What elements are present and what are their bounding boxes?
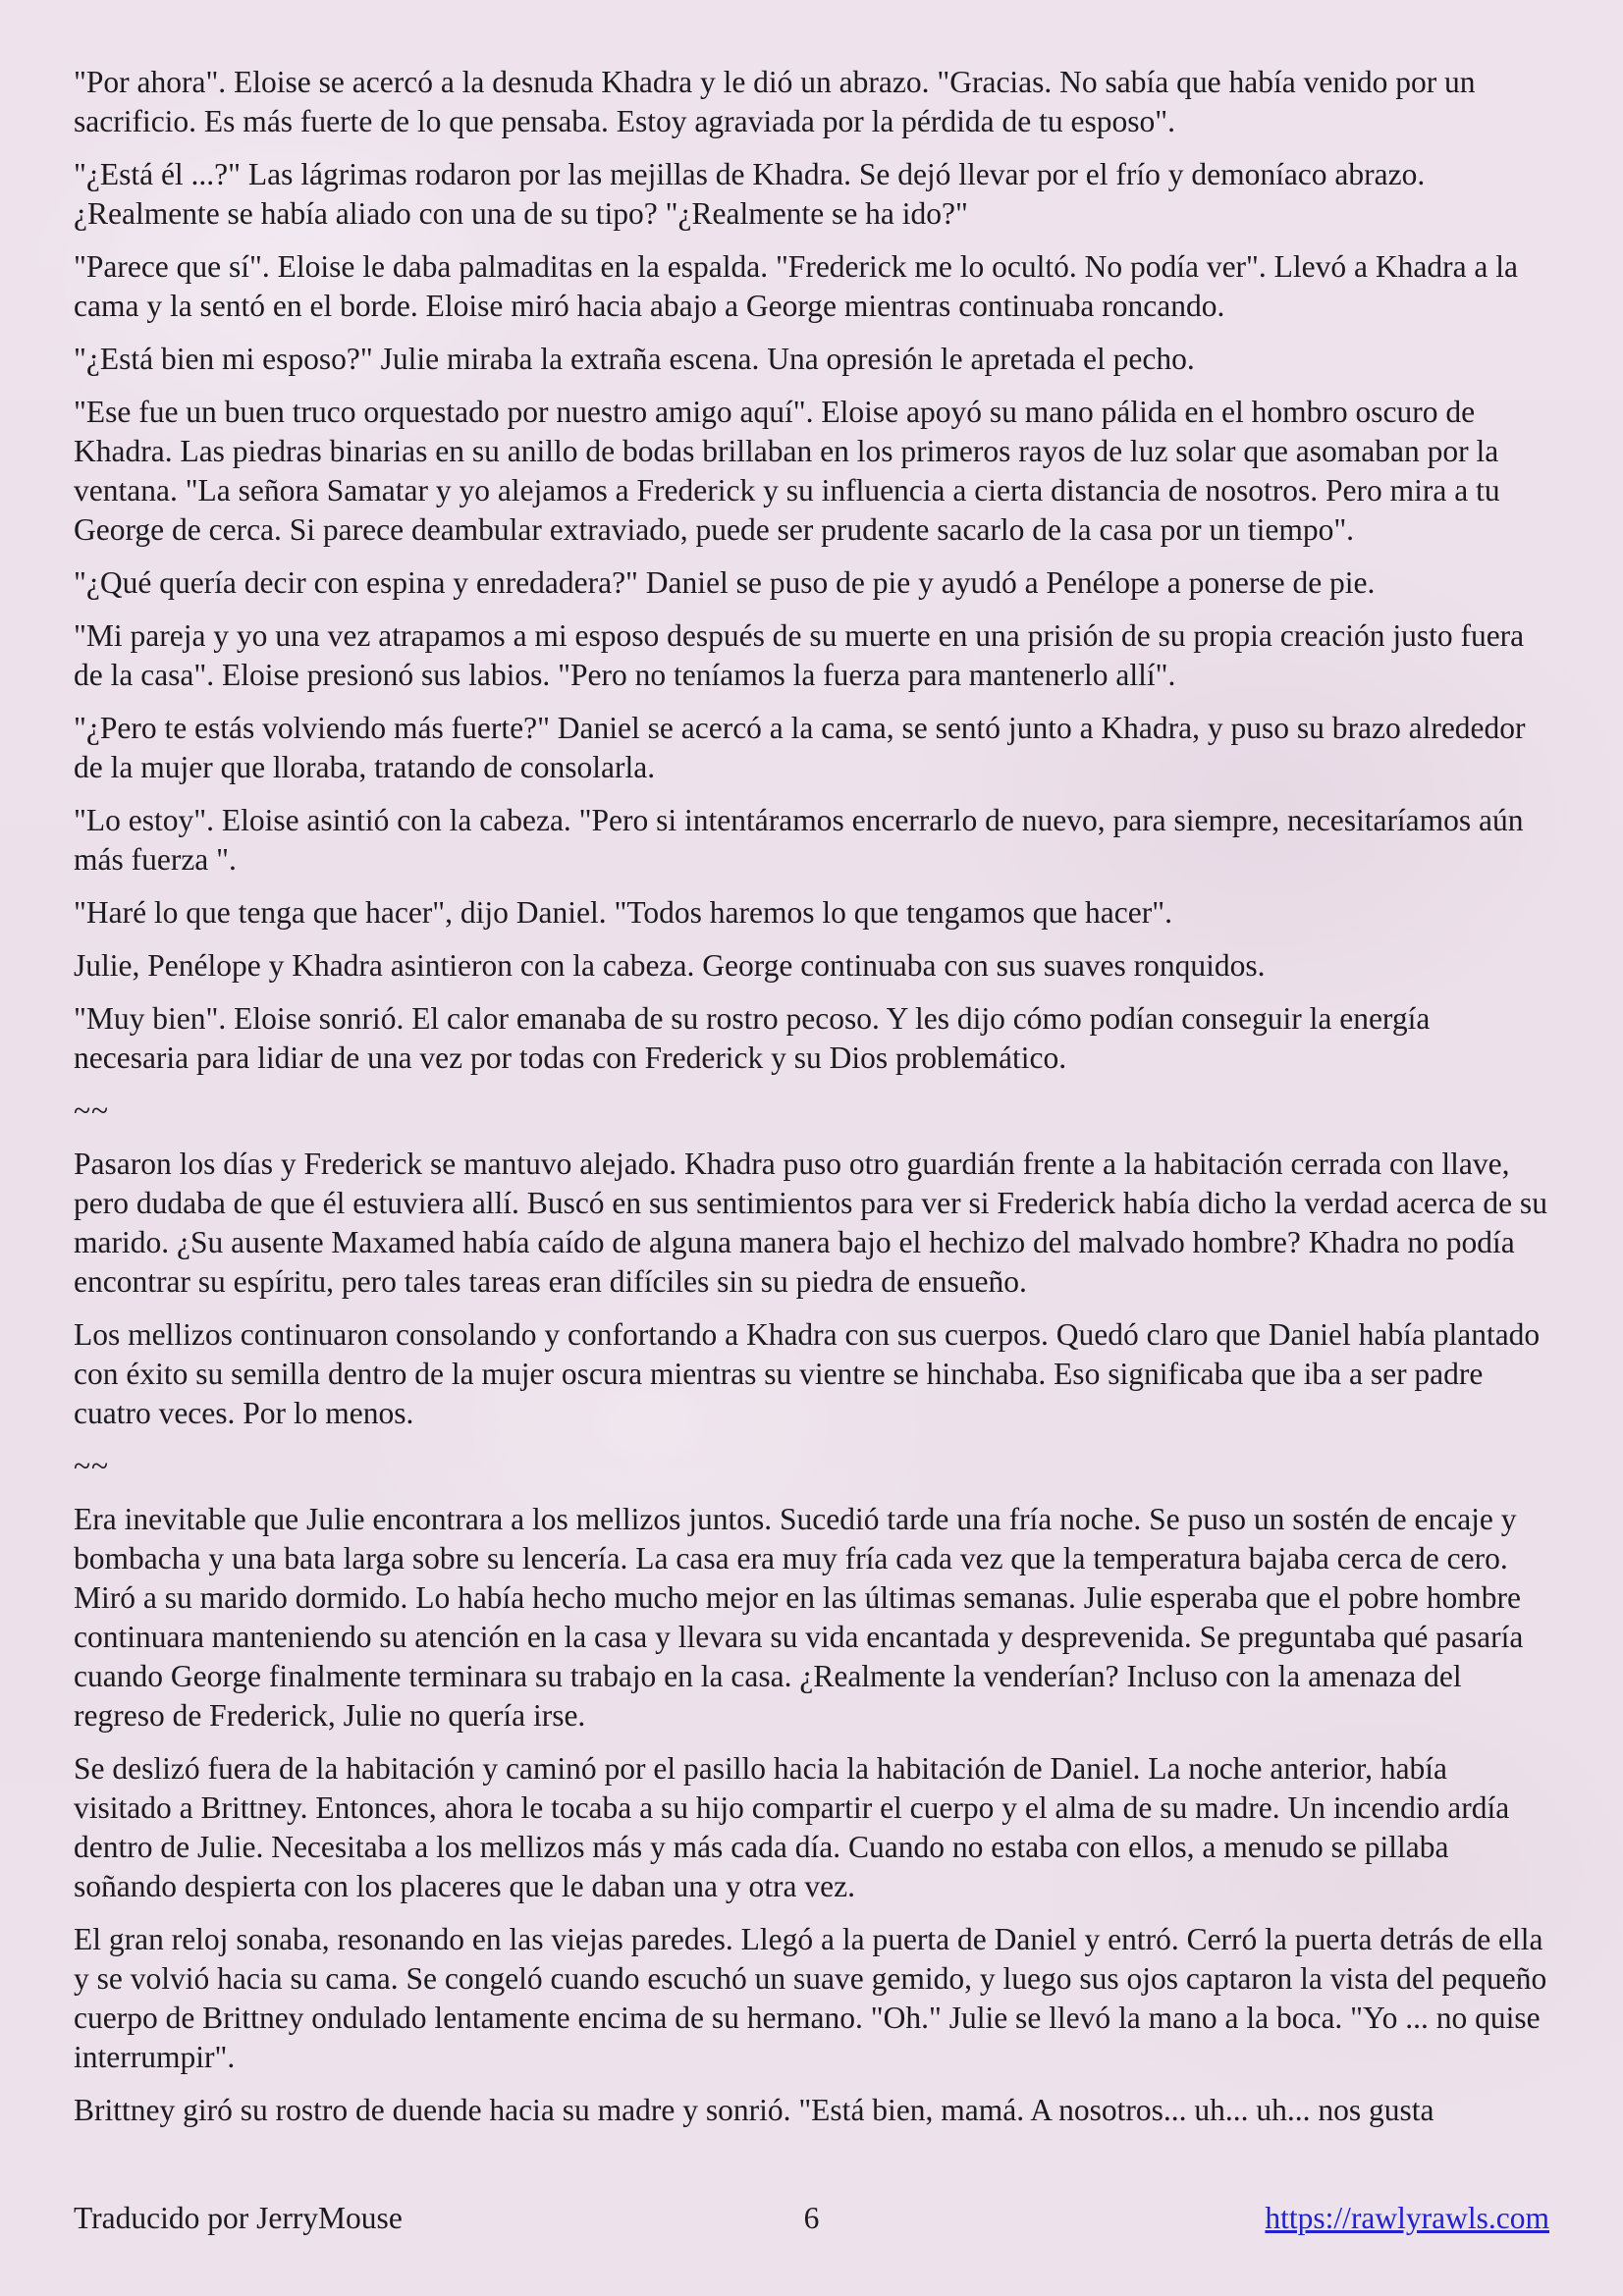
paragraph: "Haré lo que tenga que hacer", dijo Daniel. "Todos haremos lo que tengamos que hacer". bbox=[74, 895, 1172, 930]
paragraph: Era inevitable que Julie encontrara a los mellizos juntos. Sucedió tarde una fría noche. Se puso un sostén de encaje y bombacha y una bata larga sobre su lencería. La casa era muy fría cada vez que la temperatura bajaba cerca de cero. Miró a su marido dormido. Lo había hecho mucho mejor en las últimas semanas. Julie esperaba que el pobre hombre continuara manteniendo su atención en la casa y llevara su vida encantada y desprevenida. Se preguntaba qué pasaría cuando George finalmente terminara su trabajo en la casa. ¿Realmente la venderían? Incluso con la amenaza del regreso de Frederick, Julie no quería irse. bbox=[74, 1502, 1524, 1733]
paragraph: "Ese fue un buen truco orquestado por nuestro amigo aquí". Eloise apoyó su mano pálida en el hombro oscuro de Khadra. Las piedras binarias en su anillo de bodas brillaban en los primeros rayos de luz solar que asomaban por la ventana. "La señora Samatar y yo alejamos a Frederick y su influencia a cierta distancia de nosotros. Pero mira a tu George de cerca. Si parece deambular extraviado, puede ser prudente sacarlo de la casa por un tiempo". bbox=[74, 395, 1500, 547]
paragraph: "¿Está bien mi esposo?" Julie miraba la extraña escena. Una opresión le apretada el pecho. bbox=[74, 342, 1195, 376]
paragraph: El gran reloj sonaba, resonando en las viejas paredes. Llegó a la puerta de Daniel y entró. Cerró la puerta detrás de ella y se volvió hacia su cama. Se congeló cuando escuchó un suave gemido, y luego sus ojos captaron la vista del pequeño cuerpo de Brittney ondulado lentamente encima de su hermano. "Oh." Julie se llevó la mano a la boca. "Yo ... no quise interrumpir". bbox=[74, 1922, 1547, 2074]
paragraph: "Lo estoy". Eloise asintió con la cabeza. "Pero si intentáramos encerrarlo de nuevo, para siempre, necesitaríamos aún más fuerza ". bbox=[74, 803, 1524, 877]
paragraph: "Parece que sí". Eloise le daba palmaditas en la espalda. "Frederick me lo ocultó. No podía ver". Llevó a Khadra a la cama y la sentó en el borde. Eloise miró hacia abajo a George mientras continuaba roncando. bbox=[74, 249, 1519, 323]
paragraph: Julie, Penélope y Khadra asintieron con la cabeza. George continuaba con sus suaves ronquidos. bbox=[74, 948, 1266, 983]
paragraph: "¿Pero te estás volviendo más fuerte?" Daniel se acercó a la cama, se sentó junto a Khadra, y puso su brazo alrededor de la mujer que lloraba, tratando de consolarla. bbox=[74, 711, 1526, 784]
translator-credit: Traducido por JerryMouse bbox=[74, 2201, 403, 2235]
paragraph: "¿Qué quería decir con espina y enredadera?" Daniel se puso de pie y ayudó a Penélope a ponerse de pie. bbox=[74, 565, 1376, 600]
source-site-link[interactable]: https://rawlyrawls.com bbox=[1265, 2201, 1549, 2235]
story-text bbox=[74, 63, 1551, 2144]
paragraph: Pasaron los días y Frederick se mantuvo alejado. Khadra puso otro guardián frente a la habitación cerrada con llave, pero dudaba de que él estuviera allí. Buscó en sus sentimientos para ver si Frederick había dicho la verdad acerca de su marido. ¿Su ausente Maxamed había caído de alguna manera bajo el hechizo del malvado hombre? Khadra no podía encontrar su espíritu, pero tales tareas eran difíciles sin su piedra de ensueño. bbox=[74, 1147, 1547, 1299]
page-number: 6 bbox=[803, 2201, 820, 2235]
paragraph: "Por ahora". Eloise se acercó a la desnuda Khadra y le dió un abrazo. "Gracias. No sabía que había venido por un sacrificio. Es más fuerte de lo que pensaba. Estoy agraviada por la pérdida de tu esposo". bbox=[74, 65, 1476, 138]
paragraph: Se deslizó fuera de la habitación y caminó por el pasillo hacia la habitación de Daniel. La noche anterior, había visitado a Brittney. Entonces, ahora le tocaba a su hijo compartir el cuerpo y el alma de su madre. Un incendio ardía dentro de Julie. Necesitaba a los mellizos más y más cada día. Cuando no estaba con ellos, a menudo se pillaba soñando despierta con los placeres que le daban una y otra vez. bbox=[74, 1751, 1510, 1903]
paragraph: "¿Está él ...?" Las lágrimas rodaron por las mejillas de Khadra. Se dejó llevar por el frío y demoníaco abrazo. ¿Realmente se había aliado con una de su tipo? "¿Realmente se ha ido?" bbox=[74, 157, 1426, 231]
section-separator: ~~ bbox=[74, 1094, 110, 1128]
paragraph: "Mi pareja y yo una vez atrapamos a mi esposo después de su muerte en una prisión de su propia creación justo fuera de la casa". Eloise presionó sus labios. "Pero no teníamos la fuerza para mantenerlo allí". bbox=[74, 618, 1525, 692]
section-separator: ~~ bbox=[74, 1449, 110, 1483]
page-footer bbox=[74, 2199, 1549, 2242]
paragraph: Brittney giró su rostro de duende hacia su madre y sonrió. "Está bien, mamá. A nosotros... uh... uh... nos gusta bbox=[74, 2093, 1434, 2127]
paragraph: "Muy bien". Eloise sonrió. El calor emanaba de su rostro pecoso. Y les dijo cómo podían conseguir la energía necesaria para lidiar de una vez por todas con Frederick y su Dios problemático. bbox=[74, 1001, 1431, 1075]
paragraph: Los mellizos continuaron consolando y confortando a Khadra con sus cuerpos. Quedó claro que Daniel había plantado con éxito su semilla dentro de la mujer oscura mientras su vientre se hinchaba. Eso significaba que iba a ser padre cuatro veces. Por lo menos. bbox=[74, 1317, 1541, 1430]
